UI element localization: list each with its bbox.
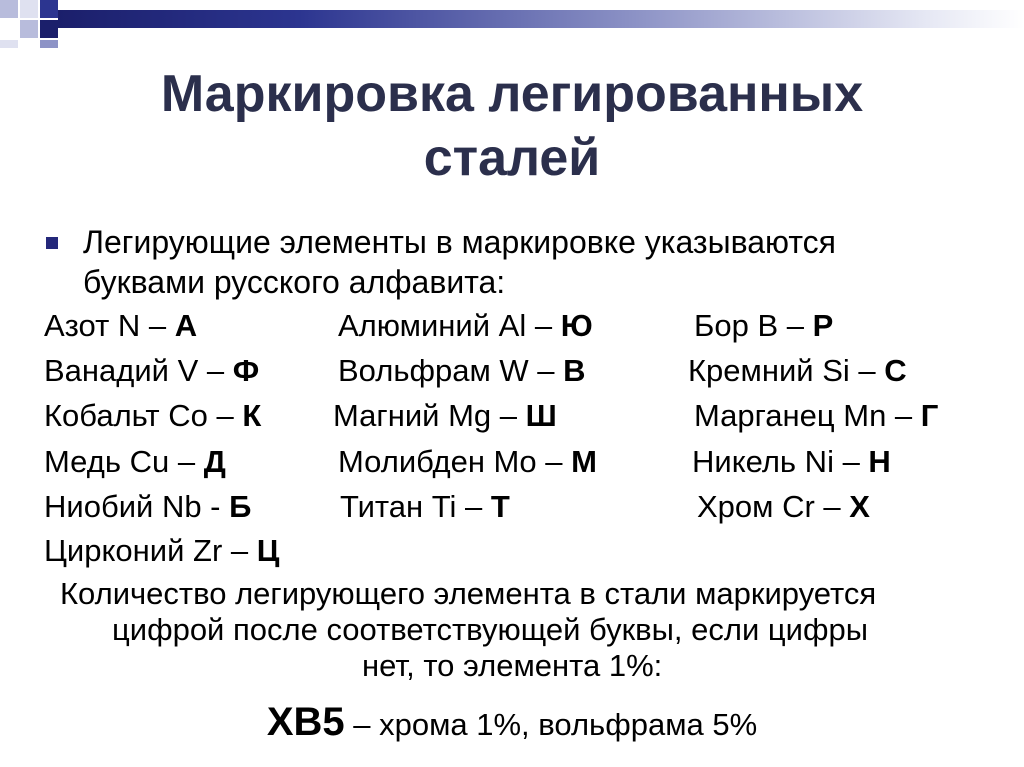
note-line: Количество легирующего элемента в стали маркируется bbox=[60, 576, 877, 611]
element-entry bbox=[44, 532, 279, 570]
intro-line: Легирующие элементы в маркировке указываются bbox=[83, 224, 836, 260]
element-code: С bbox=[884, 353, 907, 388]
header-decoration bbox=[0, 0, 1024, 48]
element-entry bbox=[694, 307, 833, 345]
element-entry bbox=[340, 488, 510, 526]
element-name: Бор B – bbox=[694, 308, 813, 343]
title-line: сталей bbox=[423, 129, 601, 187]
element-entry bbox=[44, 488, 251, 526]
decor-square bbox=[40, 40, 58, 48]
element-entry bbox=[697, 488, 870, 526]
element-entry bbox=[688, 352, 907, 390]
element-code: В bbox=[563, 353, 586, 388]
element-name: Алюминий Al – bbox=[338, 308, 561, 343]
element-code: Н bbox=[868, 444, 891, 479]
element-code: А bbox=[174, 308, 198, 343]
header-gradient-bar bbox=[58, 10, 1024, 28]
square-bullet-icon bbox=[46, 237, 58, 249]
element-code: Р bbox=[812, 308, 834, 343]
element-name: Вольфрам W – bbox=[338, 353, 564, 388]
element-entry bbox=[44, 397, 261, 435]
decor-square bbox=[40, 20, 58, 38]
element-entry bbox=[338, 307, 593, 345]
element-entry bbox=[44, 443, 226, 481]
element-code: К bbox=[242, 398, 262, 433]
element-code: Д bbox=[203, 444, 226, 479]
note-line: нет, то элемента 1%: bbox=[362, 648, 663, 683]
element-name: Хром Cr – bbox=[697, 489, 850, 524]
element-name: Ванадий V – bbox=[44, 353, 233, 388]
element-name: Молибден Mo – bbox=[338, 444, 572, 479]
element-entry bbox=[692, 443, 891, 481]
intro-line: буквами русского алфавита: bbox=[83, 264, 506, 300]
element-name: Магний Mg – bbox=[333, 398, 526, 433]
element-code: Ю bbox=[560, 308, 593, 343]
decor-square bbox=[20, 20, 38, 38]
note-line: цифрой после соответствующей буквы, если цифры bbox=[112, 612, 869, 647]
element-name: Кобальт Co – bbox=[44, 398, 243, 433]
marking-example bbox=[0, 700, 1024, 745]
element-entry bbox=[333, 397, 557, 435]
element-name: Никель Ni – bbox=[692, 444, 869, 479]
element-code: Ц bbox=[256, 533, 280, 568]
element-entry bbox=[694, 397, 938, 435]
decor-square bbox=[0, 0, 18, 18]
example-code: ХВ5 bbox=[266, 700, 345, 744]
example-description: – хрома 1%, вольфрама 5% bbox=[344, 707, 758, 742]
element-entry bbox=[44, 307, 197, 345]
element-name: Медь Cu – bbox=[44, 444, 204, 479]
intro-text bbox=[83, 222, 943, 302]
element-entry bbox=[338, 443, 597, 481]
element-code: Ш bbox=[525, 398, 557, 433]
element-name: Марганец Mn – bbox=[694, 398, 921, 433]
element-entry bbox=[338, 352, 586, 390]
element-code: Х bbox=[849, 489, 870, 524]
element-entry bbox=[44, 352, 259, 390]
title-line: Маркировка легированных bbox=[160, 65, 864, 123]
element-code: Т bbox=[490, 489, 510, 524]
decor-square bbox=[40, 0, 58, 18]
element-code: М bbox=[571, 444, 597, 479]
element-code: Ф bbox=[232, 353, 260, 388]
decor-square bbox=[0, 40, 18, 48]
element-name: Цирконий Zr – bbox=[44, 533, 257, 568]
element-name: Титан Ti – bbox=[340, 489, 491, 524]
element-name: Кремний Si – bbox=[688, 353, 885, 388]
element-code: Б bbox=[229, 489, 252, 524]
decor-square bbox=[20, 0, 38, 18]
element-name: Азот N – bbox=[44, 308, 175, 343]
element-name: Ниобий Nb - bbox=[44, 489, 230, 524]
page-title bbox=[0, 62, 1024, 190]
element-code: Г bbox=[920, 398, 939, 433]
